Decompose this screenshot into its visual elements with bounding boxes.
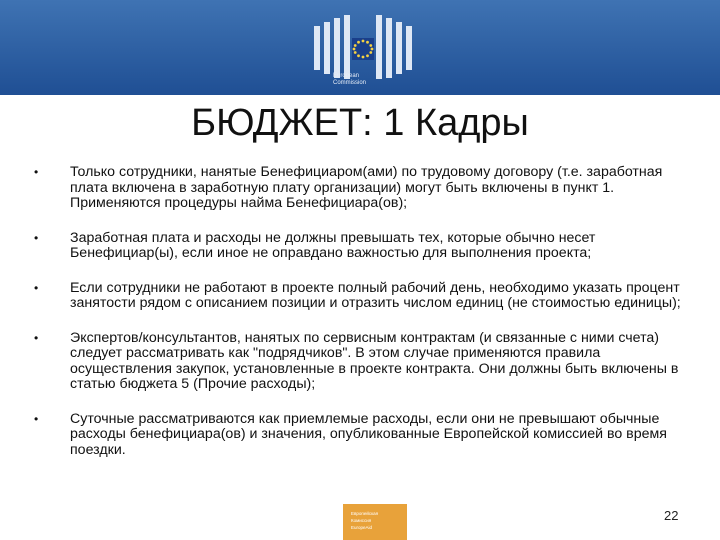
europeaid-logo xyxy=(343,504,407,540)
logo-caption xyxy=(333,73,366,87)
europeaid-logo-line2: Комиссия xyxy=(351,518,372,523)
bullet-icon: • xyxy=(34,165,39,179)
bullet-icon: • xyxy=(34,411,39,426)
bullet-item xyxy=(34,281,684,312)
logo-caption-line2: Commission xyxy=(333,80,367,86)
bullet-icon: • xyxy=(34,330,39,345)
bullet-list xyxy=(34,165,684,477)
bullet-text: Если сотрудники не работают в проекте полный рабочий день, необходимо указать процент занятости рядом с описанием позиции и отразить числом единиц (не стоимостью единицы); xyxy=(70,279,681,311)
bullet-icon: • xyxy=(34,230,39,245)
bullet-text: Только сотрудники, нанятые Бенефициаром(ами) по трудовому договору (т.е. заработная плата включена в заработную плату организации) могут быть включены в пункт 1. Применяются процедуры найма Бенефициара(ов); xyxy=(70,164,663,211)
bullet-text: Экспертов/консультантов, нанятых по сервисным контрактам (и связанные с ними счета) следует рассматривать как "подрядчиков". В этом случае применяются правила осуществления закупок, установленные в проекте контракта. Они должны быть включены в статью бюджета 5 (Прочие расходы); xyxy=(70,329,679,392)
bullet-text: Суточные рассматриваются как приемлемые расходы, если они не превышают обычные расходы бенефициара(ов) и значения, опубликованные Европейской комиссией во время поездки. xyxy=(70,410,667,458)
europeaid-logo-line3: EuropeAid xyxy=(351,525,373,530)
page-number: 22 xyxy=(664,508,679,523)
bullet-icon: • xyxy=(34,280,39,295)
slide-title: БЮДЖЕТ: 1 Кадры xyxy=(191,102,529,144)
bullet-item xyxy=(34,412,684,459)
europeaid-logo-line1: Европейская xyxy=(351,511,379,516)
logo-caption-line1: European xyxy=(333,73,360,79)
bullet-item xyxy=(34,231,684,262)
bullet-item xyxy=(34,331,684,393)
bullet-text: Заработная плата и расходы не должны превышать тех, которые обычно несет Бенефициар(ы), если иное не оправдано важностью для выполнения проекта; xyxy=(70,229,596,261)
bullet-item xyxy=(34,165,684,212)
